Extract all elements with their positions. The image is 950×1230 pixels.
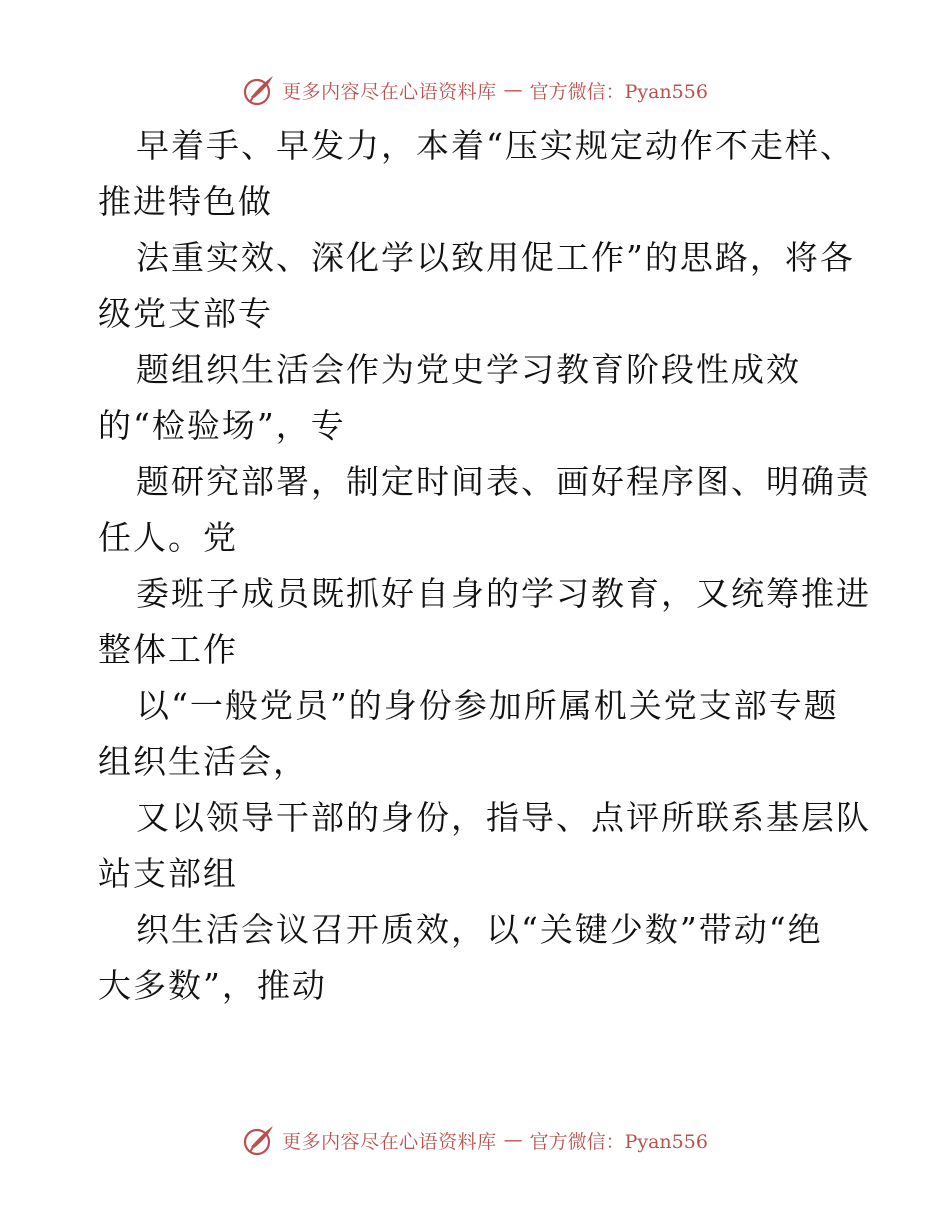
footer-watermark bbox=[0, 1120, 950, 1160]
paragraph bbox=[0, 902, 950, 1014]
paragraph bbox=[0, 118, 950, 230]
paragraph bbox=[0, 454, 950, 566]
quill-logo-icon bbox=[242, 73, 276, 107]
paragraph-line: 织生活会议召开质效，以“关键少数”带动“绝 bbox=[136, 910, 823, 949]
paragraph-line: 以“一般党员”的身份参加所属机关党支部专题 bbox=[136, 686, 839, 725]
watermark-text: 更多内容尽在心语资料库 bbox=[282, 80, 497, 103]
paragraph-line: 整体工作 bbox=[98, 630, 238, 669]
paragraph bbox=[0, 678, 950, 790]
paragraph-line: 早着手、早发力，本着“压实规定动作不走样、 bbox=[136, 126, 855, 165]
paragraph-line: 题组织生活会作为党史学习教育阶段性成效 bbox=[136, 350, 801, 389]
paragraph bbox=[0, 566, 950, 678]
paragraph-line: 大多数”，推动 bbox=[98, 966, 327, 1005]
watermark-separator: — bbox=[503, 79, 523, 101]
quill-logo-icon bbox=[242, 1123, 276, 1157]
paragraph-line: 推进特色做 bbox=[98, 182, 273, 221]
paragraph bbox=[0, 790, 950, 902]
watermark-account: 官方微信：Pyan556 bbox=[529, 1130, 708, 1153]
paragraph-line: 又以领导干部的身份，指导、点评所联系基层队 bbox=[136, 798, 871, 837]
watermark-text: 更多内容尽在心语资料库 bbox=[282, 1130, 497, 1153]
paragraph-line: 的“检验场”，专 bbox=[98, 406, 346, 445]
paragraph-line: 站支部组 bbox=[98, 854, 238, 893]
paragraph bbox=[0, 342, 950, 454]
watermark-separator: — bbox=[503, 1129, 523, 1151]
document-body bbox=[0, 118, 950, 1014]
paragraph-line: 级党支部专 bbox=[98, 294, 273, 333]
watermark-account: 官方微信：Pyan556 bbox=[529, 80, 708, 103]
paragraph-line: 法重实效、深化学以致用促工作”的思路，将各 bbox=[136, 238, 855, 277]
header-watermark bbox=[0, 70, 950, 110]
paragraph bbox=[0, 230, 950, 342]
paragraph-line: 任人。党 bbox=[98, 518, 238, 557]
paragraph-line: 组织生活会， bbox=[98, 742, 308, 781]
paragraph-line: 题研究部署，制定时间表、画好程序图、明确责 bbox=[136, 462, 871, 501]
paragraph-line: 委班子成员既抓好自身的学习教育，又统筹推进 bbox=[136, 574, 871, 613]
